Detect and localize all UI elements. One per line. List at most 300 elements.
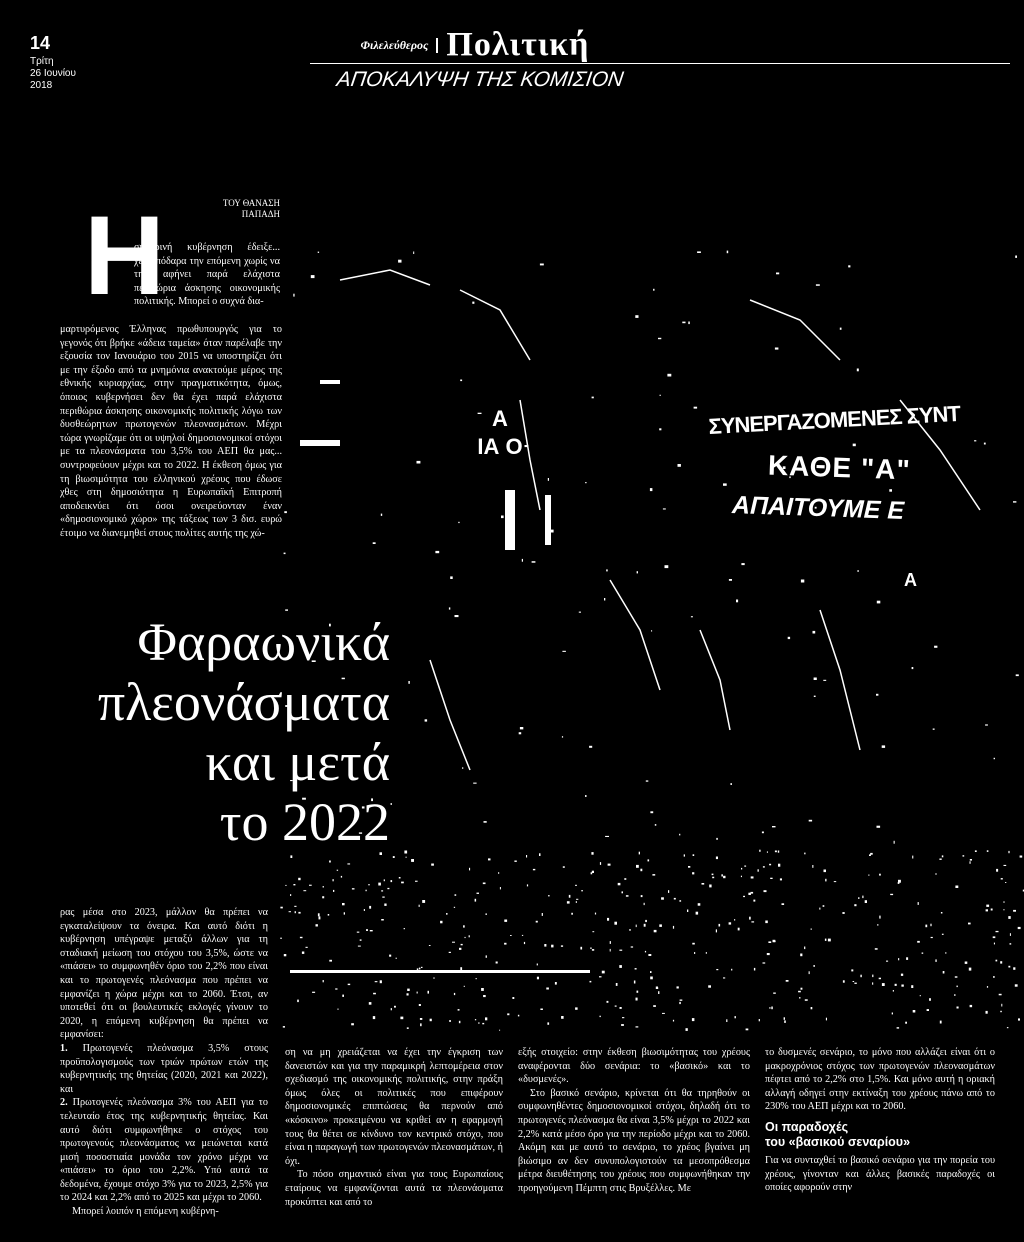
photo-speck [660, 395, 661, 396]
photo-speck [610, 949, 611, 952]
photo-speck [629, 929, 631, 930]
photo-speck [987, 986, 988, 988]
photo-speck [469, 868, 470, 871]
photo-speck [415, 881, 418, 882]
photo-speck [753, 900, 755, 902]
photo-speck [776, 273, 779, 275]
photo-speck [667, 374, 671, 377]
photo-speck [644, 903, 645, 905]
photo-speck [749, 917, 751, 920]
photo-speck [942, 934, 944, 935]
photo-speck [677, 986, 679, 988]
photo-speck [1013, 967, 1015, 970]
photo-speck [396, 958, 397, 959]
photo-speck [417, 461, 421, 464]
photo-speck [384, 904, 386, 906]
photo-speck [526, 855, 527, 858]
photo-speck [626, 895, 629, 897]
photo-speck [473, 783, 476, 784]
photo-speck [622, 891, 624, 893]
photo-speck [812, 865, 813, 868]
photo-speck [373, 1016, 375, 1019]
photo-speck [614, 922, 617, 925]
photo-speck [607, 1001, 609, 1003]
photo-speck [729, 579, 732, 581]
photo-speck [360, 939, 362, 940]
photo-speck [680, 1000, 683, 1001]
photo-speck [772, 826, 776, 827]
photo-speck [741, 563, 744, 565]
photo-speck [602, 971, 605, 974]
photo-speck [912, 856, 913, 859]
photo-speck [882, 745, 885, 748]
photo-speck [452, 942, 455, 943]
photo-speck [639, 852, 640, 855]
photo-speck [485, 1017, 487, 1020]
photo-speck [942, 855, 944, 857]
photo-speck [381, 890, 383, 891]
photo-speck [311, 275, 315, 278]
photo-speck [335, 988, 337, 989]
photo-speck [592, 949, 594, 951]
photo-speck [1004, 865, 1007, 866]
banner-line-2: ΚΑΘΕ "Α" [767, 449, 912, 486]
photo-speck [1008, 851, 1009, 853]
photo-speck [868, 875, 869, 876]
photo-speck [435, 551, 439, 553]
photo-speck [723, 876, 725, 878]
subheading-line-2: του «βασικού σεναρίου» [765, 1134, 911, 1149]
photo-speck [298, 878, 300, 880]
photo-speck [333, 890, 334, 892]
photo-speck [865, 900, 867, 903]
photo-speck [404, 928, 405, 929]
date-day: Τρίτη [30, 56, 54, 67]
photo-speck [644, 924, 646, 927]
photo-speck [994, 758, 995, 759]
photo-speck [569, 895, 571, 898]
photo-speck [449, 1020, 451, 1022]
photo-speck [658, 991, 659, 994]
photo-speck [536, 921, 538, 923]
photo-speck [510, 935, 512, 936]
photo-speck [610, 941, 611, 944]
photo-speck [463, 925, 465, 927]
photo-speck [576, 901, 577, 903]
photo-speck [893, 990, 894, 992]
protest-photo [280, 250, 1024, 1040]
photo-speck [741, 868, 742, 870]
photo-speck [653, 289, 654, 291]
headline-line-3: και μετά [205, 732, 390, 792]
photo-speck [533, 869, 535, 870]
photo-speck [575, 1007, 578, 1009]
list-number-2: 2. [60, 1097, 68, 1109]
photo-speck [408, 681, 409, 684]
photo-speck [759, 850, 760, 852]
photo-speck [775, 851, 777, 853]
byline-line-1: ΤΟΥ ΘΑΝΑΣΗ [222, 198, 280, 208]
photo-speck [595, 913, 596, 915]
photo-speck [420, 1018, 422, 1020]
photo-speck [401, 882, 404, 884]
photo-speck [620, 1007, 622, 1009]
photo-mark [300, 440, 340, 446]
photo-speck [283, 1026, 285, 1028]
photo-speck [877, 826, 881, 828]
photo-speck [631, 946, 633, 947]
photo-speck [519, 732, 522, 734]
photo-speck [419, 905, 420, 907]
photo-speck [922, 953, 924, 954]
photo-speck [786, 980, 789, 982]
photo-speck [425, 719, 428, 721]
photo-speck [475, 899, 477, 902]
photo-speck [1008, 916, 1010, 919]
photo-speck [458, 1009, 460, 1011]
photo-speck [1013, 501, 1016, 502]
photo-speck [905, 1022, 907, 1024]
photo-speck [692, 872, 694, 874]
photo-speck [482, 1023, 484, 1024]
photo-speck [352, 888, 355, 889]
photo-speck [637, 571, 638, 573]
photo-speck [478, 1022, 479, 1024]
photo-speck [931, 937, 933, 938]
photo-speck [369, 1002, 372, 1005]
photo-speck [898, 880, 901, 883]
photo-speck [537, 964, 538, 966]
photo-speck [1010, 933, 1011, 936]
photo-speck [898, 958, 899, 960]
photo-speck [730, 783, 732, 785]
banner-line-4: Α [904, 570, 917, 590]
photo-speck [636, 865, 639, 868]
photo-speck [879, 916, 880, 919]
photo-speck [679, 834, 680, 836]
photo-speck [641, 895, 643, 897]
photo-speck [461, 944, 463, 945]
photo-speck [650, 488, 653, 491]
photo-speck [687, 910, 688, 913]
photo-speck [455, 615, 459, 617]
body-column-1 [60, 906, 268, 1219]
photo-speck [297, 1000, 299, 1003]
byline-line-2: ΠΑΠΑΔΗ [241, 209, 280, 219]
photo-speck [860, 975, 861, 978]
photo-speck [719, 924, 721, 927]
photo-speck [658, 338, 661, 339]
photo-speck [561, 1016, 564, 1019]
subheading [765, 1120, 995, 1150]
photo-speck [721, 874, 723, 876]
photo-speck [619, 950, 622, 951]
dateline [30, 56, 76, 92]
photo-speck [965, 962, 968, 964]
page-number: 14 [30, 33, 51, 53]
photo-speck [348, 984, 351, 985]
photo-speck [512, 997, 514, 999]
photo-speck [592, 931, 594, 932]
photo-mark [290, 970, 590, 973]
photo-speck [290, 855, 292, 858]
photo-speck [1003, 909, 1004, 910]
photo-speck [652, 874, 655, 876]
photo-speck [469, 935, 470, 937]
photo-speck [430, 1019, 432, 1022]
photo-speck [590, 981, 592, 983]
photo-speck [698, 903, 701, 906]
photo-speck [879, 874, 881, 876]
photo-speck [1015, 984, 1018, 986]
photo-speck [592, 397, 594, 399]
photo-speck [735, 1016, 736, 1018]
photo-speck [431, 864, 434, 866]
photo-speck [391, 803, 392, 805]
photo-speck [1001, 1004, 1002, 1007]
photo-speck [1018, 927, 1021, 929]
photo-speck [562, 651, 566, 652]
photo-speck [637, 991, 639, 993]
photo-speck [420, 1023, 422, 1026]
photo-speck [302, 952, 304, 954]
photo-speck [744, 866, 746, 867]
photo-speck [805, 999, 808, 1001]
photo-speck [459, 948, 461, 950]
body-paragraph: Στο βασικό σενάριο, κρίνεται ότι θα τηρηθούν οι συμφωνηθέντες δημοσιονομικοί στόχοι, δηλαδή ότι το πρωτογενές πλεόνασμα θα είναι 3,5% μέχρι το 2022 και 2,2% κατά μέσο όρο για την περίοδο μέχρι και το 2060. Ακόμη και με αυτό το σενάριο, το χρέος βγαίνει μη βιώσιμο αν δεν συνυπολογιστούν τα μεσοπρόθεσμα μέτρα διευθέτησης του χρέους που συμφωνήθηκαν την προηγούμενη Πέμπτη στις Βρυξέλλες. Με [518, 1087, 750, 1194]
photo-speck [522, 559, 523, 562]
photo-speck [561, 945, 563, 946]
photo-speck [954, 994, 955, 996]
body-paragraph: Το πόσο σημαντικό είναι για τους Ευρωπαίους εταίρους να εμφανίζονται αυτά τα πλεονάσματα προκύπτει και από το [285, 1169, 503, 1208]
photo-speck [488, 858, 491, 860]
photo-speck [773, 993, 776, 994]
photo-speck [819, 908, 820, 910]
photo-speck [694, 952, 695, 954]
masthead [310, 26, 640, 64]
photo-speck [507, 1013, 509, 1015]
photo-speck [804, 947, 805, 950]
photo-speck [935, 959, 936, 962]
photo-speck [318, 252, 319, 253]
photo-speck [968, 923, 971, 925]
photo-speck [1008, 966, 1010, 968]
banner-line-1: ΣΥΝΕΡΓΑΖΟΜΕΝΕΣ ΣΥΝΤ [708, 400, 961, 439]
photo-speck [501, 516, 504, 519]
photo-speck [813, 631, 816, 634]
photo-speck [659, 924, 662, 927]
photo-speck [659, 428, 661, 430]
photo-speck [567, 901, 570, 903]
photo-speck [684, 854, 685, 856]
body-column-3 [518, 1046, 750, 1196]
photo-speck [576, 899, 578, 900]
photo-speck [854, 904, 856, 906]
photo-speck [284, 511, 287, 513]
photo-speck [329, 960, 332, 962]
photo-speck [678, 464, 681, 467]
photo-speck [640, 869, 642, 872]
photo-speck [716, 969, 718, 970]
photo-speck [540, 1009, 543, 1011]
list-item-2 [60, 1096, 268, 1205]
photo-speck [828, 939, 831, 942]
photo-speck [635, 315, 638, 318]
photo-speck [945, 952, 946, 953]
photo-speck [544, 944, 546, 947]
photo-speck [882, 983, 885, 986]
photo-speck [682, 322, 685, 324]
photo-speck [605, 836, 609, 837]
photo-speck [337, 870, 338, 871]
photo-speck [754, 968, 755, 971]
photo-speck [284, 553, 286, 555]
photo-speck [751, 876, 754, 878]
photo-speck [991, 909, 993, 911]
photo-speck [890, 894, 893, 895]
photo-speck [826, 1018, 827, 1021]
photo-speck [498, 872, 499, 873]
photo-speck [342, 903, 345, 905]
photo-speck [782, 903, 785, 905]
photo-speck [679, 900, 681, 902]
photo-speck [1016, 674, 1019, 676]
sign-line-1: Α [492, 406, 508, 431]
photo-speck [285, 609, 288, 610]
photo-speck [514, 861, 516, 862]
photo-speck [716, 838, 718, 840]
photo-speck [411, 859, 414, 862]
photo-speck [692, 1018, 695, 1021]
photo-speck [551, 530, 554, 533]
photo-speck [712, 874, 714, 876]
photo-speck [668, 890, 669, 893]
photo-speck [801, 988, 803, 990]
photo-speck [309, 885, 312, 886]
photo-speck [1007, 1027, 1009, 1028]
photo-speck [1010, 943, 1012, 944]
body-paragraph: Μπορεί λοιπόν η επόμενη κυβέρνη- [72, 1206, 219, 1218]
photo-speck [970, 859, 972, 861]
photo-speck [780, 878, 782, 880]
photo-speck [673, 1020, 674, 1022]
photo-speck [306, 947, 308, 948]
photo-speck [673, 926, 674, 929]
photo-speck [940, 1021, 942, 1024]
photo-speck [901, 985, 903, 987]
photo-speck [539, 853, 541, 856]
photo-speck [393, 856, 395, 858]
photo-speck [381, 919, 384, 921]
photo-speck [368, 884, 370, 885]
photo-speck [391, 1008, 392, 1010]
photo-speck [970, 1005, 973, 1007]
photo-speck [540, 264, 544, 266]
photo-speck [358, 946, 361, 947]
photo-speck [912, 667, 914, 669]
photo-speck [421, 967, 423, 968]
photo-speck [970, 861, 971, 864]
photo-speck [651, 630, 652, 631]
photo-speck [446, 913, 447, 915]
photo-speck [984, 443, 986, 445]
photo-speck [811, 1007, 813, 1009]
photo-speck [280, 938, 282, 939]
photo-speck [688, 866, 690, 868]
photo-mark [545, 495, 551, 545]
photo-speck [762, 832, 764, 834]
subheading-line-1: Οι παραδοχές [765, 1119, 849, 1134]
photo-speck [811, 929, 813, 930]
photo-speck [963, 855, 965, 856]
photo-speck [547, 1022, 549, 1024]
photo-speck [337, 1009, 338, 1010]
photo-speck [661, 897, 664, 899]
photo-speck [645, 951, 646, 953]
photo-speck [563, 866, 565, 868]
photo-speck [1003, 901, 1004, 902]
photo-speck [767, 851, 768, 852]
photo-speck [799, 997, 800, 999]
list-item-1 [60, 1042, 268, 1096]
photo-speck [929, 998, 931, 1001]
photo-speck [333, 879, 334, 881]
photo-speck [285, 885, 286, 886]
photo-speck [751, 921, 754, 922]
photo-speck [809, 971, 810, 974]
photo-speck [743, 896, 745, 897]
photo-speck [930, 924, 931, 927]
photo-speck [344, 912, 345, 914]
photo-speck [778, 851, 779, 853]
photo-speck [857, 570, 858, 572]
photo-speck [369, 906, 371, 909]
photo-speck [729, 922, 732, 924]
photo-speck [585, 482, 587, 483]
photo-speck [366, 929, 368, 931]
body-paragraph: Για να συνταχθεί το βασικό σενάριο για την πορεία του χρέους, γίνονταν και άλλες βασικές παραδοχές οι οποίες αφορούν στην [765, 1154, 995, 1194]
photo-speck [736, 600, 738, 603]
photo-speck [591, 852, 593, 855]
photo-speck [622, 1017, 624, 1018]
photo-speck [842, 912, 844, 914]
photo-speck [537, 977, 539, 980]
photo-speck [706, 952, 707, 954]
photo-speck [823, 680, 826, 681]
photo-speck [454, 907, 455, 908]
sign-line-2: ΙΑ Ο [477, 434, 523, 459]
photo-mark [320, 380, 340, 384]
photo-speck [986, 909, 988, 911]
photo-speck [341, 876, 342, 878]
photo-speck [407, 989, 410, 991]
photo-speck [825, 879, 826, 882]
photo-speck [872, 975, 873, 978]
photo-speck [465, 937, 466, 938]
photo-speck [454, 993, 455, 995]
photo-speck [322, 896, 324, 898]
photo-speck [1018, 1018, 1020, 1020]
photo-speck [955, 886, 958, 889]
photo-speck [693, 854, 695, 856]
photo-speck [655, 824, 657, 826]
photo-speck [1000, 1011, 1002, 1012]
photo-speck [994, 943, 995, 945]
photo-speck [987, 850, 989, 852]
photo-speck [328, 914, 330, 916]
photo-speck [400, 1017, 403, 1020]
photo-speck [551, 945, 553, 948]
